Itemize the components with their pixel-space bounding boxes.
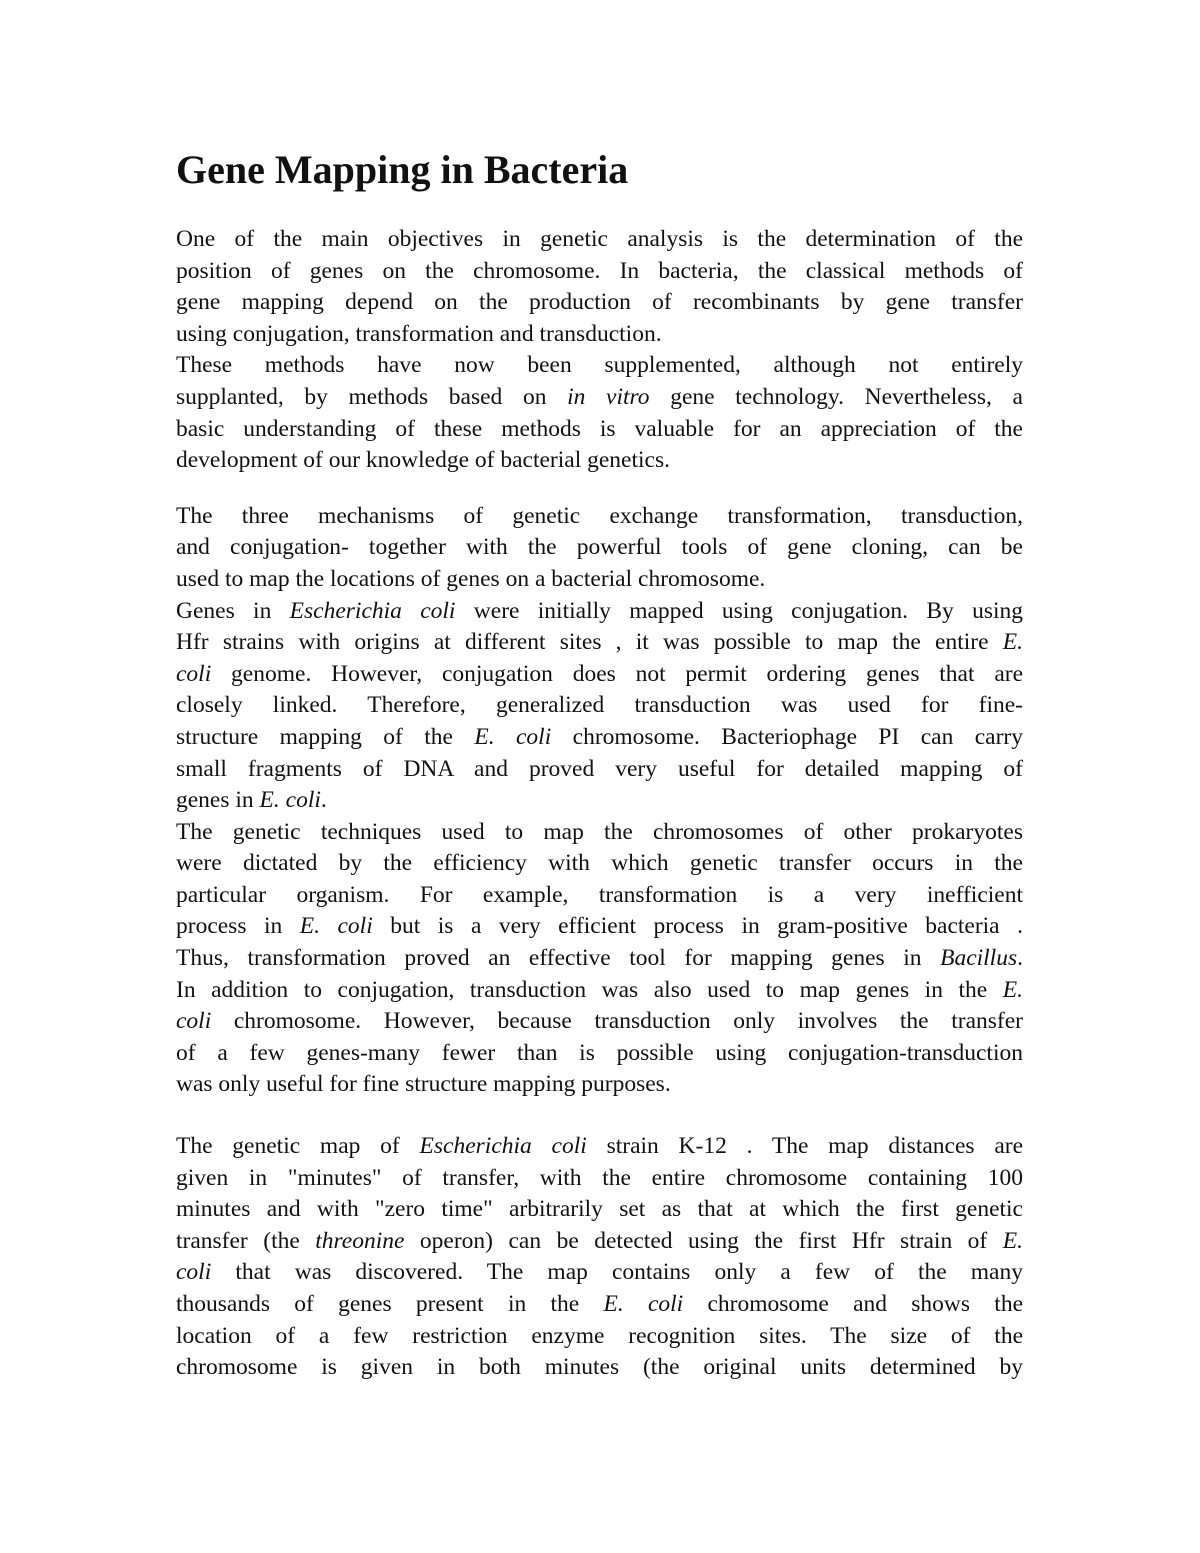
text-line — [176, 224, 1023, 256]
text-segment: using conjugation, transformation and transduction. — [176, 320, 662, 347]
text-line — [176, 1163, 1023, 1195]
paragraph — [176, 224, 1023, 350]
text-segment: process in — [176, 913, 300, 940]
italic-term: Escherichia coli — [289, 597, 456, 624]
text-segment: chromosome is given in both minutes (the original units determined by — [176, 1354, 1023, 1381]
italic-term: coli — [176, 1008, 212, 1035]
italic-term: Escherichia coli — [419, 1133, 587, 1160]
italic-term: Bacillus — [940, 945, 1018, 972]
text-segment: chromosome. Bacteriophage PI can carry — [551, 723, 1023, 750]
paragraph — [176, 596, 1023, 817]
text-segment: These methods have now been supplemented, although not entirely — [176, 352, 1023, 379]
document-title: Gene Mapping in Bacteria — [176, 147, 629, 192]
text-line — [176, 501, 1023, 533]
text-segment: of a few genes-many fewer than is possible using conjugation-transduction — [176, 1039, 1023, 1066]
paragraph — [176, 501, 1023, 596]
document-body — [176, 224, 1023, 1384]
text-line — [176, 596, 1023, 628]
text-line — [176, 287, 1023, 319]
text-line — [176, 414, 1023, 446]
text-line — [176, 1289, 1023, 1321]
italic-term: threonine — [315, 1227, 405, 1254]
text-line — [176, 880, 1023, 912]
text-line — [176, 350, 1023, 382]
text-line — [176, 975, 1023, 1007]
text-line — [176, 1006, 1023, 1038]
text-segment: closely linked. Therefore, generalized transduction was used for fine- — [176, 692, 1023, 719]
text-line — [176, 1352, 1023, 1384]
text-segment: The genetic techniques used to map the chromosomes of other prokaryotes — [176, 818, 1023, 845]
text-segment: particular organism. For example, transformation is a very inefficient — [176, 881, 1023, 908]
text-segment: used to map the locations of genes on a bacterial chromosome. — [176, 565, 766, 592]
text-segment: structure mapping of the — [176, 723, 475, 750]
text-segment: . — [1017, 945, 1023, 972]
text-segment: In addition to conjugation, transduction was also used to map genes in the — [176, 976, 1003, 1003]
text-line — [176, 722, 1023, 754]
text-line — [176, 627, 1023, 659]
text-segment: minutes and with "zero time" arbitrarily set as that at which the first genetic — [176, 1196, 1023, 1223]
italic-term: E. — [1002, 976, 1023, 1003]
text-line — [176, 785, 1023, 817]
text-line — [176, 659, 1023, 691]
italic-term: E. coli — [474, 723, 552, 750]
text-line — [176, 1038, 1023, 1070]
text-segment: Thus, transformation proved an effective tool for mapping genes in — [176, 945, 941, 972]
text-segment: gene mapping depend on the production of recombinants by gene transfer — [176, 289, 1023, 316]
text-line — [176, 1257, 1023, 1289]
text-line — [176, 1069, 1023, 1101]
text-segment: that was discovered. The map contains only a few of the many — [211, 1259, 1023, 1286]
text-line — [176, 690, 1023, 722]
text-line — [176, 911, 1023, 943]
text-segment: The three mechanisms of genetic exchange transformation, transduction, — [176, 502, 1023, 529]
text-segment: chromosome. However, because transduction only involves the transfer — [211, 1008, 1023, 1035]
italic-term: coli — [176, 1259, 212, 1286]
italic-term: E. — [1002, 1227, 1023, 1254]
text-segment: given in "minutes" of transfer, with the entire chromosome containing 100 — [176, 1164, 1023, 1191]
text-segment: genome. However, conjugation does not permit ordering genes that are — [211, 660, 1023, 687]
text-segment: basic understanding of these methods is valuable for an appreciation of the — [176, 415, 1023, 442]
text-line — [176, 256, 1023, 288]
text-line — [176, 848, 1023, 880]
paragraph — [176, 1131, 1023, 1384]
text-segment: One of the main objectives in genetic analysis is the determination of the — [176, 226, 1023, 252]
text-segment: thousands of genes present in the — [176, 1291, 604, 1317]
italic-term: E. coli — [603, 1291, 684, 1317]
text-segment: strain K-12 . The map distances are — [586, 1133, 1023, 1160]
text-segment: small fragments of DNA and proved very useful for detailed mapping of — [176, 755, 1023, 782]
text-segment: The genetic map of — [176, 1133, 420, 1160]
text-segment: but is a very efficient process in gram-positive bacteria . — [372, 913, 1023, 940]
paragraph — [176, 350, 1023, 476]
text-line — [176, 817, 1023, 849]
text-segment: position of genes on the chromosome. In bacteria, the classical methods of — [176, 257, 1023, 284]
text-segment: was only useful for fine structure mapping purposes. — [176, 1071, 671, 1098]
text-segment: were dictated by the efficiency with which genetic transfer occurs in the — [176, 850, 1023, 877]
text-line — [176, 532, 1023, 564]
text-segment: operon) can be detected using the first Hfr strain of — [404, 1227, 1003, 1254]
text-segment: transfer (the — [176, 1227, 316, 1254]
text-line — [176, 564, 1023, 596]
italic-term: E. coli — [259, 787, 321, 814]
text-segment: Hfr strains with origins at different sites , it was possible to map the entire — [176, 629, 1003, 656]
italic-term: E. — [1002, 629, 1023, 656]
italic-term: in vitro — [567, 383, 650, 410]
text-segment: Genes in — [176, 597, 290, 624]
text-line — [176, 319, 1023, 351]
text-segment: development of our knowledge of bacterial genetics. — [176, 447, 670, 474]
text-segment: . — [320, 787, 327, 814]
text-segment: and conjugation- together with the powerful tools of gene cloning, can be — [176, 534, 1023, 561]
text-line — [176, 1226, 1023, 1258]
paragraph — [176, 817, 1023, 1101]
italic-term: coli — [176, 660, 212, 687]
text-segment: genes in — [176, 787, 260, 814]
text-line — [176, 445, 1023, 477]
italic-term: E. coli — [299, 913, 373, 940]
text-segment: were initially mapped using conjugation. By using — [455, 597, 1023, 624]
text-segment: chromosome and shows the — [683, 1291, 1023, 1317]
text-segment: location of a few restriction enzyme recognition sites. The size of the — [176, 1322, 1023, 1349]
text-line — [176, 943, 1023, 975]
text-segment: gene technology. Nevertheless, a — [649, 383, 1023, 410]
text-line — [176, 1131, 1023, 1163]
text-line — [176, 1321, 1023, 1353]
text-line — [176, 754, 1023, 786]
text-line — [176, 1194, 1023, 1226]
text-line — [176, 382, 1023, 414]
text-segment: supplanted, by methods based on — [176, 383, 568, 410]
